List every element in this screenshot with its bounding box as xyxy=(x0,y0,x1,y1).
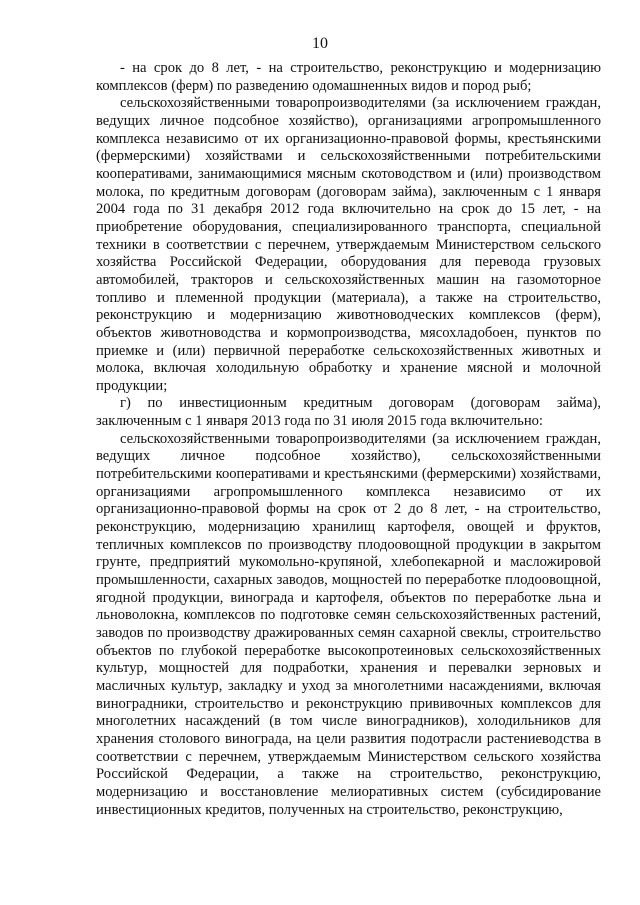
page-number: 10 xyxy=(312,35,328,52)
document-body xyxy=(96,60,601,819)
paragraph-crop-producers: сельскохозяйственными товаропроизводителями (за исключением граждан, ведущих личное подсобное хозяйство), сельскохозяйственными потребительскими кооперативами и крестьянскими (фермерскими) хозяйствами, организациями агропромышленного комплекса независимо от их организационно-правовой формы на срок от 2 до 8 лет, - на строительство, реконструкцию, модернизацию хранилищ картофеля, овощей и фруктов, тепличных комплексов по производству плодоовощной продукции в закрытом грунте, предприятий мукомольно-крупяной, хлебопекарной и масложировой промышленности, сахарных заводов, мощностей по переработке плодоовощной, ягодной продукции, винограда и картофеля, объектов по переработке льна и льноволокна, комплексов по подготовке семян сельскохозяйственных растений, заводов по производству дражированных семян сахарной свеклы, строительство объектов по глубокой переработке высокопротеиновых сельскохозяйственных культур, мощностей для подработки, хранения и перевалки зерновых и масличных культур, закладку и уход за многолетними насаждениями, включая виноградники, строительство и реконструкцию прививочных комплексов для многолетних насаждений (в том числе виноградников), холодильников для хранения столового винограда, на цели развития подотрасли растениеводства в соответствии с перечнем, утверждаемым Министерством сельского хозяйства Российской Федерации, а также на строительство, реконструкцию, модернизацию и восстановление мелиоративных систем (субсидирование инвестиционных кредитов, полученных на строительство, реконструкцию, xyxy=(96,430,601,818)
paragraph-livestock-producers: сельскохозяйственными товаропроизводителями (за исключением граждан, ведущих личное подсобное хозяйство), организациями агропромышленного комплекса независимо от их организационно-правовой формы, крестьянскими (фермерскими) хозяйствами и сельскохозяйственными потребительскими кооперативами, занимающимися мясным скотоводством и (или) производством молока, по кредитным договорам (договорам займа), заключенным с 1 января 2004 года по 31 декабря 2012 года включительно на срок до 15 лет, - на приобретение оборудования, специализированного транспорта, специальной техники в соответствии с перечнем, утверждаемым Министерством сельского хозяйства Российской Федерации, оборудования для перевода грузовых автомобилей, тракторов и сельскохозяйственных машин на газомоторное топливо и племенной продукции (материала), а также на строительство, реконструкцию и модернизацию животноводческих комплексов (ферм), объектов животноводства и кормопроизводства, мясохладобоен, пунктов по приемке и (или) первичной переработке сельскохозяйственных животных и молока, включая холодильную обработку и хранение мясной и молочной продукции; xyxy=(96,95,601,394)
paragraph-item-g: г) по инвестиционным кредитным договорам (договорам займа), заключенным с 1 января 2013 года по 31 июля 2015 года включительно: xyxy=(96,395,601,430)
paragraph-fish-farming: - на срок до 8 лет, - на строительство, реконструкцию и модернизацию комплексов (ферм) по разведению одомашненных видов и пород рыб; xyxy=(96,60,601,94)
